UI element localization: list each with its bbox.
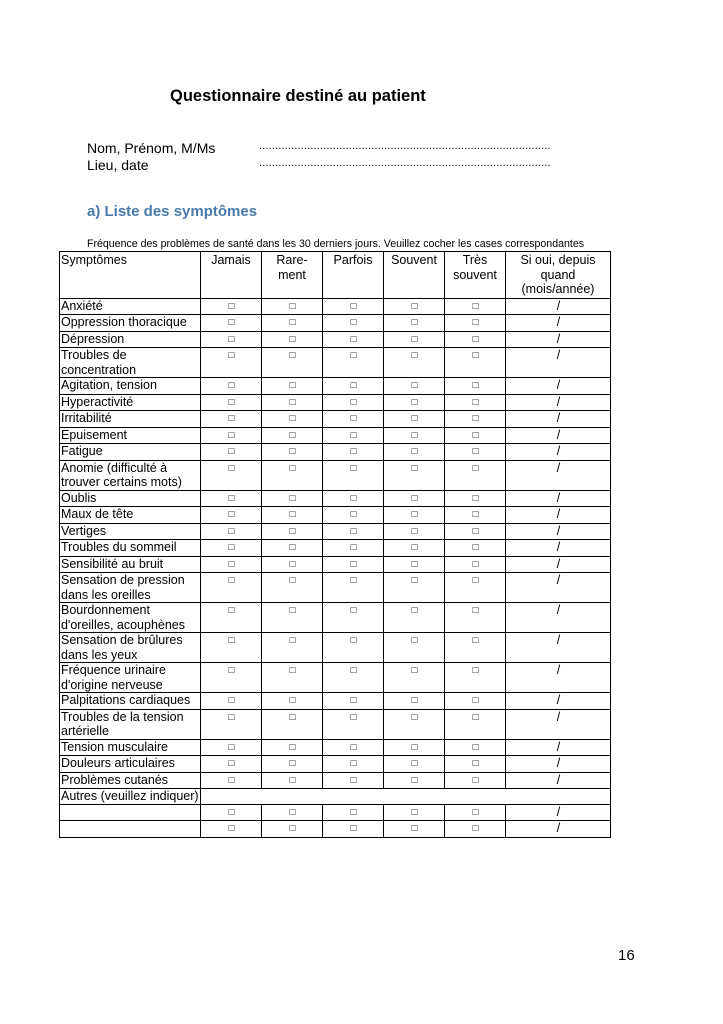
frequency-checkbox[interactable]: □ [201,394,262,411]
since-when-field[interactable]: / [506,693,611,710]
symptom-label: Fréquence urinaire d'origine nerveuse [60,663,201,693]
frequency-checkbox[interactable]: □ [201,739,262,756]
frequency-checkbox[interactable]: □ [445,331,506,348]
name-field-line[interactable]: ........................................................................................... [259,140,551,152]
instruction-text: Fréquence des problèmes de santé dans les 30 derniers jours. Veuillez cocher les cases correspondantes [87,238,585,250]
frequency-checkbox[interactable]: □ [262,460,323,490]
frequency-checkbox[interactable]: □ [384,603,445,633]
frequency-checkbox[interactable]: □ [445,709,506,739]
frequency-checkbox[interactable]: □ [201,523,262,540]
table-row [60,507,611,524]
frequency-checkbox[interactable]: □ [262,603,323,633]
frequency-checkbox[interactable]: □ [384,378,445,395]
since-when-field[interactable]: / [506,315,611,332]
frequency-checkbox[interactable]: □ [445,663,506,693]
blank-row [60,821,611,838]
section-title: a) Liste des symptômes [87,203,258,220]
table-row [60,523,611,540]
frequency-checkbox[interactable]: □ [262,427,323,444]
frequency-checkbox[interactable]: □ [384,633,445,663]
table-row [60,298,611,315]
symptom-label: Oppression thoracique [60,315,201,332]
place-date-field[interactable] [87,157,631,173]
symptom-label: Sensibilité au bruit [60,556,201,573]
frequency-checkbox[interactable]: □ [262,411,323,428]
frequency-checkbox[interactable]: □ [323,663,384,693]
frequency-checkbox[interactable]: □ [201,315,262,332]
table-row [60,427,611,444]
frequency-checkbox[interactable]: □ [323,804,384,821]
frequency-checkbox[interactable]: □ [445,633,506,663]
symptom-label: Troubles de concentration [60,348,201,378]
frequency-checkbox[interactable]: □ [201,573,262,603]
symptom-label: Bourdonnement d'oreilles, acouphènes [60,603,201,633]
frequency-checkbox[interactable]: □ [384,739,445,756]
frequency-checkbox[interactable]: □ [384,411,445,428]
frequency-checkbox[interactable]: □ [323,573,384,603]
table-row [60,444,611,461]
frequency-checkbox[interactable]: □ [445,556,506,573]
frequency-checkbox[interactable]: □ [323,693,384,710]
frequency-checkbox[interactable]: □ [262,490,323,507]
frequency-checkbox[interactable]: □ [323,411,384,428]
frequency-checkbox[interactable]: □ [262,298,323,315]
frequency-checkbox[interactable]: □ [384,348,445,378]
frequency-checkbox[interactable]: □ [262,663,323,693]
table-row [60,331,611,348]
frequency-checkbox[interactable]: □ [323,460,384,490]
frequency-checkbox[interactable]: □ [323,540,384,557]
column-header: Symptômes [60,252,201,299]
table-row [60,348,611,378]
since-when-field[interactable]: / [506,378,611,395]
frequency-checkbox[interactable]: □ [445,460,506,490]
frequency-checkbox[interactable]: □ [201,331,262,348]
since-when-field[interactable]: / [506,772,611,789]
table-row [60,490,611,507]
since-when-field[interactable]: / [506,427,611,444]
frequency-checkbox[interactable]: □ [384,540,445,557]
frequency-checkbox[interactable]: □ [445,427,506,444]
frequency-checkbox[interactable]: □ [262,756,323,773]
frequency-checkbox[interactable]: □ [262,821,323,838]
frequency-checkbox[interactable]: □ [323,490,384,507]
frequency-checkbox[interactable]: □ [201,756,262,773]
since-when-field[interactable]: / [506,573,611,603]
frequency-checkbox[interactable]: □ [445,739,506,756]
frequency-checkbox[interactable]: □ [323,633,384,663]
table-row [60,378,611,395]
since-when-field[interactable]: / [506,444,611,461]
frequency-checkbox[interactable]: □ [323,331,384,348]
frequency-checkbox[interactable]: □ [445,490,506,507]
other-symptoms-row [60,789,611,805]
frequency-checkbox[interactable]: □ [323,378,384,395]
other-symptoms-label: Autres (veuillez indiquer) [61,789,199,803]
frequency-checkbox[interactable]: □ [201,709,262,739]
table-row [60,540,611,557]
symptom-label: Irritabilité [60,411,201,428]
frequency-checkbox[interactable]: □ [262,633,323,663]
symptom-label: Oublis [60,490,201,507]
column-header: Souvent [384,252,445,299]
table-header-row [60,252,611,299]
frequency-checkbox[interactable]: □ [262,804,323,821]
frequency-checkbox[interactable]: □ [323,523,384,540]
frequency-checkbox[interactable]: □ [262,315,323,332]
symptom-label: Sensation de pression dans les oreilles [60,573,201,603]
page-title: Questionnaire destiné au patient [170,87,426,105]
table-row [60,460,611,490]
frequency-checkbox[interactable]: □ [445,523,506,540]
frequency-checkbox[interactable]: □ [384,315,445,332]
frequency-checkbox[interactable]: □ [384,663,445,693]
frequency-checkbox[interactable]: □ [384,460,445,490]
table-row [60,709,611,739]
frequency-checkbox[interactable]: □ [262,523,323,540]
symptom-label: Agitation, tension [60,378,201,395]
table-row [60,315,611,332]
symptom-label: Palpitations cardiaques [60,693,201,710]
symptom-label: Troubles du sommeil [60,540,201,557]
symptom-label: Fatigue [60,444,201,461]
since-when-field[interactable]: / [506,490,611,507]
symptoms-table [59,251,611,838]
frequency-checkbox[interactable]: □ [201,378,262,395]
since-when-field[interactable]: / [506,709,611,739]
symptom-label: Maux de tête [60,507,201,524]
frequency-checkbox[interactable]: □ [323,348,384,378]
frequency-checkbox[interactable]: □ [384,507,445,524]
frequency-checkbox[interactable]: □ [384,709,445,739]
frequency-checkbox[interactable]: □ [384,298,445,315]
frequency-checkbox[interactable]: □ [445,298,506,315]
since-when-field[interactable]: / [506,540,611,557]
table-row [60,663,611,693]
frequency-checkbox[interactable]: □ [323,556,384,573]
frequency-checkbox[interactable]: □ [384,821,445,838]
symptom-label: Troubles de la tension artérielle [60,709,201,739]
frequency-checkbox[interactable]: □ [445,394,506,411]
symptom-label: Dépression [60,331,201,348]
table-row [60,411,611,428]
frequency-checkbox[interactable]: □ [445,378,506,395]
frequency-checkbox[interactable]: □ [201,633,262,663]
frequency-checkbox[interactable]: □ [323,821,384,838]
frequency-checkbox[interactable]: □ [323,709,384,739]
frequency-checkbox[interactable]: □ [262,394,323,411]
symptom-label: Problèmes cutanés [60,772,201,789]
page-number: 16 [618,947,635,964]
frequency-checkbox[interactable]: □ [445,693,506,710]
frequency-checkbox[interactable]: □ [201,411,262,428]
since-when-field[interactable]: / [506,523,611,540]
frequency-checkbox[interactable]: □ [384,772,445,789]
frequency-checkbox[interactable]: □ [201,507,262,524]
since-when-field[interactable]: / [506,663,611,693]
frequency-checkbox[interactable]: □ [384,693,445,710]
symptom-label: Tension musculaire [60,739,201,756]
frequency-checkbox[interactable]: □ [445,756,506,773]
frequency-checkbox[interactable]: □ [262,444,323,461]
place-date-field-line[interactable]: ........................................................................................... [259,157,551,169]
frequency-checkbox[interactable]: □ [445,540,506,557]
column-header: Jamais [201,252,262,299]
table-row [60,756,611,773]
since-when-field[interactable]: / [506,756,611,773]
frequency-checkbox[interactable]: □ [262,739,323,756]
frequency-checkbox[interactable]: □ [201,444,262,461]
frequency-checkbox[interactable]: □ [384,523,445,540]
since-when-field[interactable]: / [506,603,611,633]
frequency-checkbox[interactable]: □ [445,804,506,821]
table-row [60,772,611,789]
since-when-field[interactable]: / [506,460,611,490]
frequency-checkbox[interactable]: □ [384,331,445,348]
name-field[interactable] [87,140,631,156]
table-row [60,573,611,603]
frequency-checkbox[interactable]: □ [201,427,262,444]
table-row [60,633,611,663]
frequency-checkbox[interactable]: □ [201,663,262,693]
frequency-checkbox[interactable]: □ [201,556,262,573]
frequency-checkbox[interactable]: □ [445,603,506,633]
other-symptoms-input[interactable] [201,789,611,805]
since-when-field[interactable]: / [506,556,611,573]
frequency-checkbox[interactable]: □ [262,556,323,573]
frequency-checkbox[interactable]: □ [445,507,506,524]
place-date-field-label: Lieu, date [87,157,149,173]
table-row [60,556,611,573]
frequency-checkbox[interactable]: □ [262,573,323,603]
since-when-field[interactable]: / [506,348,611,378]
frequency-checkbox[interactable]: □ [384,444,445,461]
frequency-checkbox[interactable]: □ [384,394,445,411]
frequency-checkbox[interactable]: □ [201,490,262,507]
frequency-checkbox[interactable]: □ [201,298,262,315]
table-row [60,693,611,710]
table-row [60,603,611,633]
frequency-checkbox[interactable]: □ [201,603,262,633]
frequency-checkbox[interactable]: □ [445,821,506,838]
symptom-label: Douleurs articulaires [60,756,201,773]
since-when-field[interactable]: / [506,331,611,348]
frequency-checkbox[interactable]: □ [201,693,262,710]
since-when-field[interactable]: / [506,739,611,756]
column-header: Si oui, depuis quand (mois/année) [506,252,611,299]
frequency-checkbox[interactable]: □ [323,444,384,461]
column-header: Très souvent [445,252,506,299]
symptom-label: Hyperactivité [60,394,201,411]
other-symptom-input[interactable] [60,804,201,821]
frequency-checkbox[interactable]: □ [445,315,506,332]
frequency-checkbox[interactable]: □ [384,490,445,507]
symptom-label: Anxiété [60,298,201,315]
frequency-checkbox[interactable]: □ [262,348,323,378]
symptom-label: Sensation de brûlures dans les yeux [60,633,201,663]
frequency-checkbox[interactable]: □ [262,772,323,789]
symptom-label: Epuisement [60,427,201,444]
frequency-checkbox[interactable]: □ [384,573,445,603]
frequency-checkbox[interactable]: □ [323,298,384,315]
symptoms-table-body [60,298,611,837]
frequency-checkbox[interactable]: □ [262,709,323,739]
name-field-label: Nom, Prénom, M/Ms [87,140,216,156]
frequency-checkbox[interactable]: □ [201,772,262,789]
column-header: Parfois [323,252,384,299]
frequency-checkbox[interactable]: □ [262,378,323,395]
table-row [60,394,611,411]
since-when-field[interactable]: / [506,804,611,821]
frequency-checkbox[interactable]: □ [201,821,262,838]
frequency-checkbox[interactable]: □ [262,540,323,557]
since-when-field[interactable]: / [506,411,611,428]
frequency-checkbox[interactable]: □ [323,427,384,444]
frequency-checkbox[interactable]: □ [384,556,445,573]
frequency-checkbox[interactable]: □ [323,772,384,789]
frequency-checkbox[interactable]: □ [384,756,445,773]
blank-row [60,804,611,821]
frequency-checkbox[interactable]: □ [384,804,445,821]
since-when-field[interactable]: / [506,298,611,315]
other-symptom-input[interactable] [60,821,201,838]
frequency-checkbox[interactable]: □ [323,603,384,633]
frequency-checkbox[interactable]: □ [445,772,506,789]
frequency-checkbox[interactable]: □ [201,540,262,557]
frequency-checkbox[interactable]: □ [445,348,506,378]
frequency-checkbox[interactable]: □ [323,394,384,411]
since-when-field[interactable]: / [506,633,611,663]
frequency-checkbox[interactable]: □ [323,739,384,756]
frequency-checkbox[interactable]: □ [262,507,323,524]
frequency-checkbox[interactable]: □ [445,573,506,603]
frequency-checkbox[interactable]: □ [445,411,506,428]
frequency-checkbox[interactable]: □ [262,331,323,348]
frequency-checkbox[interactable]: □ [323,315,384,332]
frequency-checkbox[interactable]: □ [323,756,384,773]
frequency-checkbox[interactable]: □ [201,348,262,378]
frequency-checkbox[interactable]: □ [323,507,384,524]
frequency-checkbox[interactable]: □ [201,804,262,821]
table-row [60,739,611,756]
frequency-checkbox[interactable]: □ [445,444,506,461]
frequency-checkbox[interactable]: □ [262,693,323,710]
frequency-checkbox[interactable]: □ [201,460,262,490]
since-when-field[interactable]: / [506,394,611,411]
symptom-label: Anomie (difficulté à trouver certains mots) [60,460,201,490]
symptom-label: Vertiges [60,523,201,540]
since-when-field[interactable]: / [506,821,611,838]
frequency-checkbox[interactable]: □ [384,427,445,444]
since-when-field[interactable]: / [506,507,611,524]
column-header: Rare-ment [262,252,323,299]
